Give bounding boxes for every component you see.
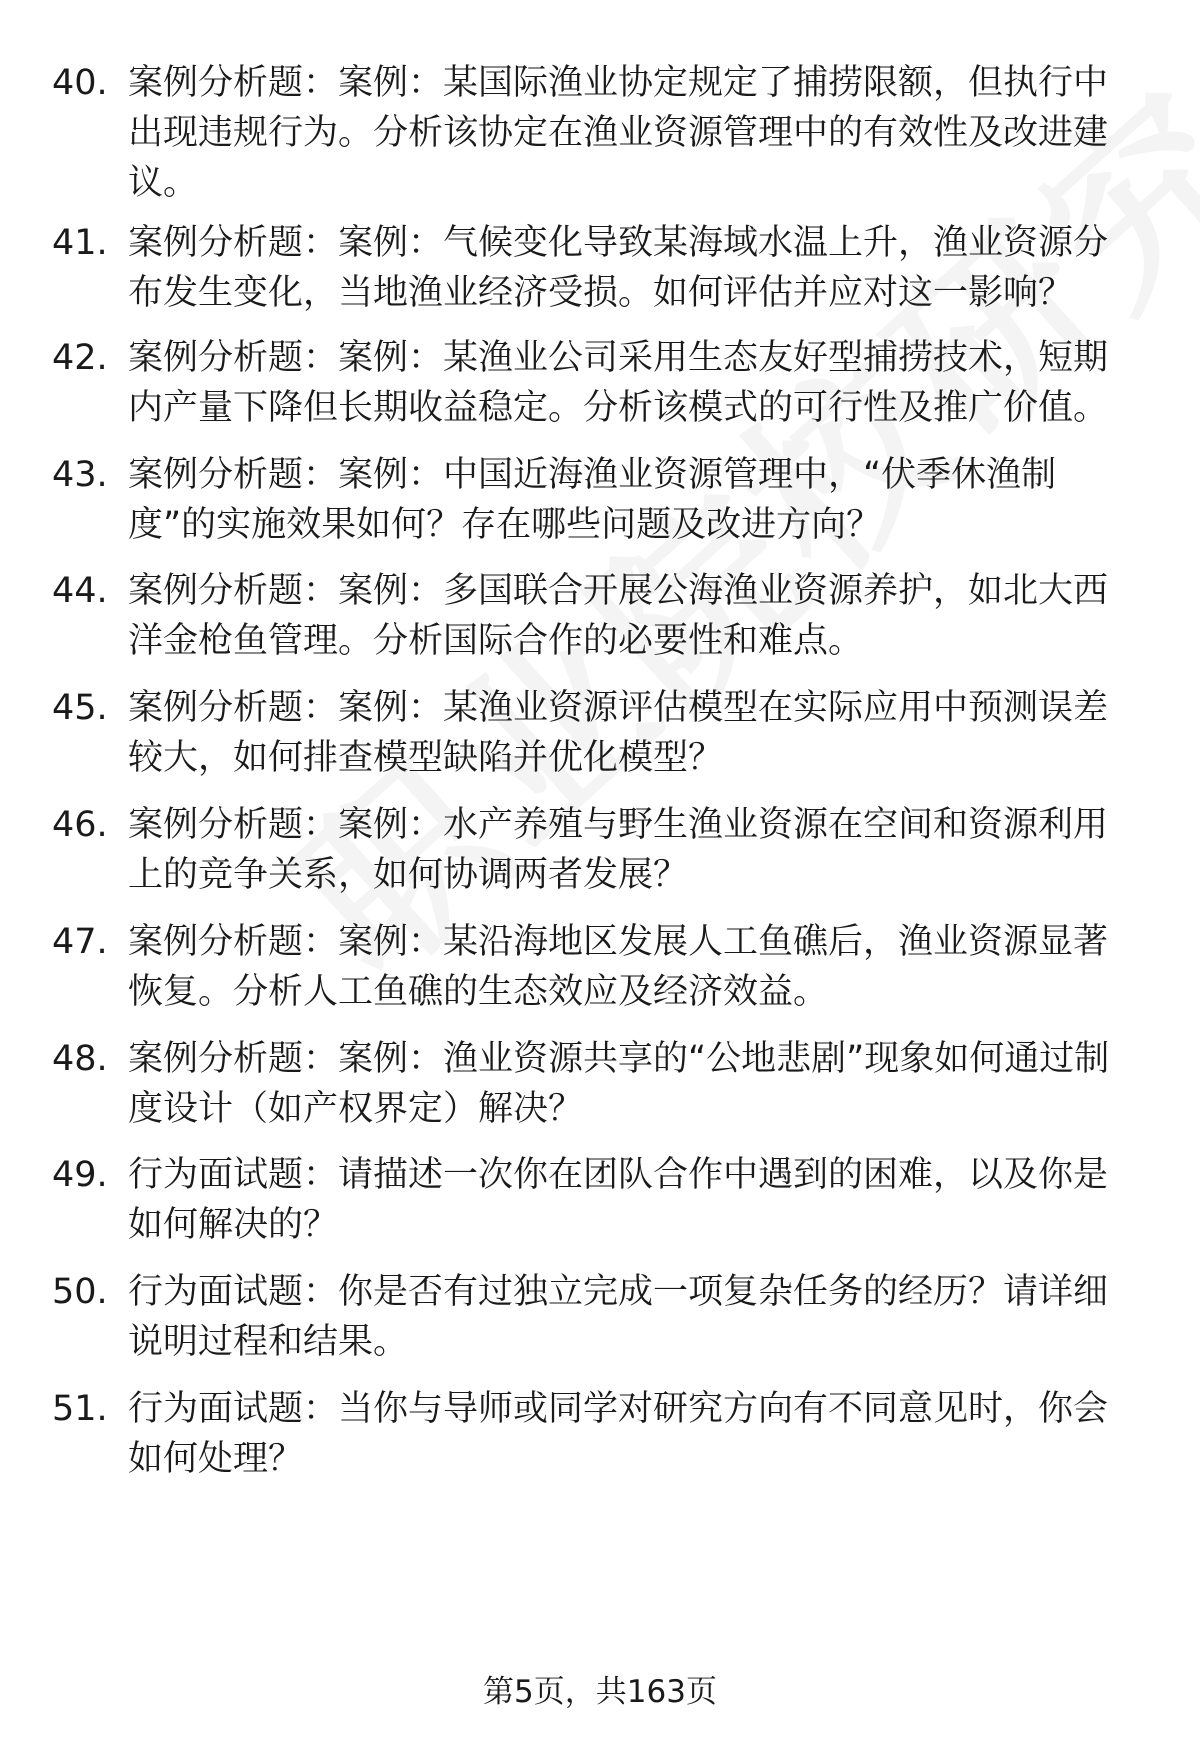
- question-number: 47.: [52, 922, 108, 962]
- question-text: 案例分析题：案例：水产养殖与野生渔业资源在空间和资源利用上的竞争关系，如何协调两者发展？: [128, 805, 1109, 895]
- question-number: 45.: [52, 688, 108, 728]
- question-text: 案例分析题：案例：某渔业资源评估模型在实际应用中预测误差较大，如何排查模型缺陷并优化模型？: [128, 688, 1109, 778]
- question-text: 案例分析题：案例：某国际渔业协定规定了捕捞限额，但执行中出现违规行为。分析该协定在渔业资源管理中的有效性及改进建议。: [128, 63, 1109, 203]
- question-number: 40.: [52, 63, 108, 103]
- question-number: 50.: [52, 1272, 108, 1312]
- question-text: 行为面试题：请描述一次你在团队合作中遇到的困难，以及你是如何解决的？: [128, 1155, 1109, 1245]
- question-text: 案例分析题：案例：某沿海地区发展人工鱼礁后，渔业资源显著恢复。分析人工鱼礁的生态效应及经济效益。: [128, 922, 1109, 1012]
- question-text: 案例分析题：案例：渔业资源共享的“公地悲剧”现象如何通过制度设计（如产权界定）解决？: [128, 1039, 1110, 1129]
- question-text: 行为面试题：你是否有过独立完成一项复杂任务的经历？请详细说明过程和结果。: [128, 1272, 1109, 1362]
- question-number: 43.: [52, 455, 108, 495]
- question-number: 51.: [52, 1389, 108, 1429]
- question-number: 42.: [52, 338, 108, 378]
- question-text: 案例分析题：案例：气候变化导致某海域水温上升，渔业资源分布发生变化，当地渔业经济受损。如何评估并应对这一影响？: [128, 223, 1109, 313]
- question-text: 案例分析题：案例：某渔业公司采用生态友好型捕捞技术，短期内产量下降但长期收益稳定。分析该模式的可行性及推广价值。: [128, 338, 1109, 428]
- question-text: 案例分析题：案例：多国联合开展公海渔业资源养护，如北大西洋金枪鱼管理。分析国际合作的必要性和难点。: [128, 571, 1109, 661]
- question-text: 行为面试题：当你与导师或同学对研究方向有不同意见时，你会如何处理？: [128, 1389, 1109, 1479]
- question-number: 41.: [52, 223, 108, 263]
- question-number: 44.: [52, 571, 108, 611]
- question-number: 49.: [52, 1155, 108, 1195]
- question-number: 46.: [52, 805, 108, 845]
- question-text: 案例分析题：案例：中国近海渔业资源管理中，“伏季休渔制度”的实施效果如何？存在哪些问题及改进方向？: [128, 455, 1057, 545]
- page-footer: 第5页，共163页: [483, 1674, 717, 1710]
- question-number: 48.: [52, 1039, 108, 1079]
